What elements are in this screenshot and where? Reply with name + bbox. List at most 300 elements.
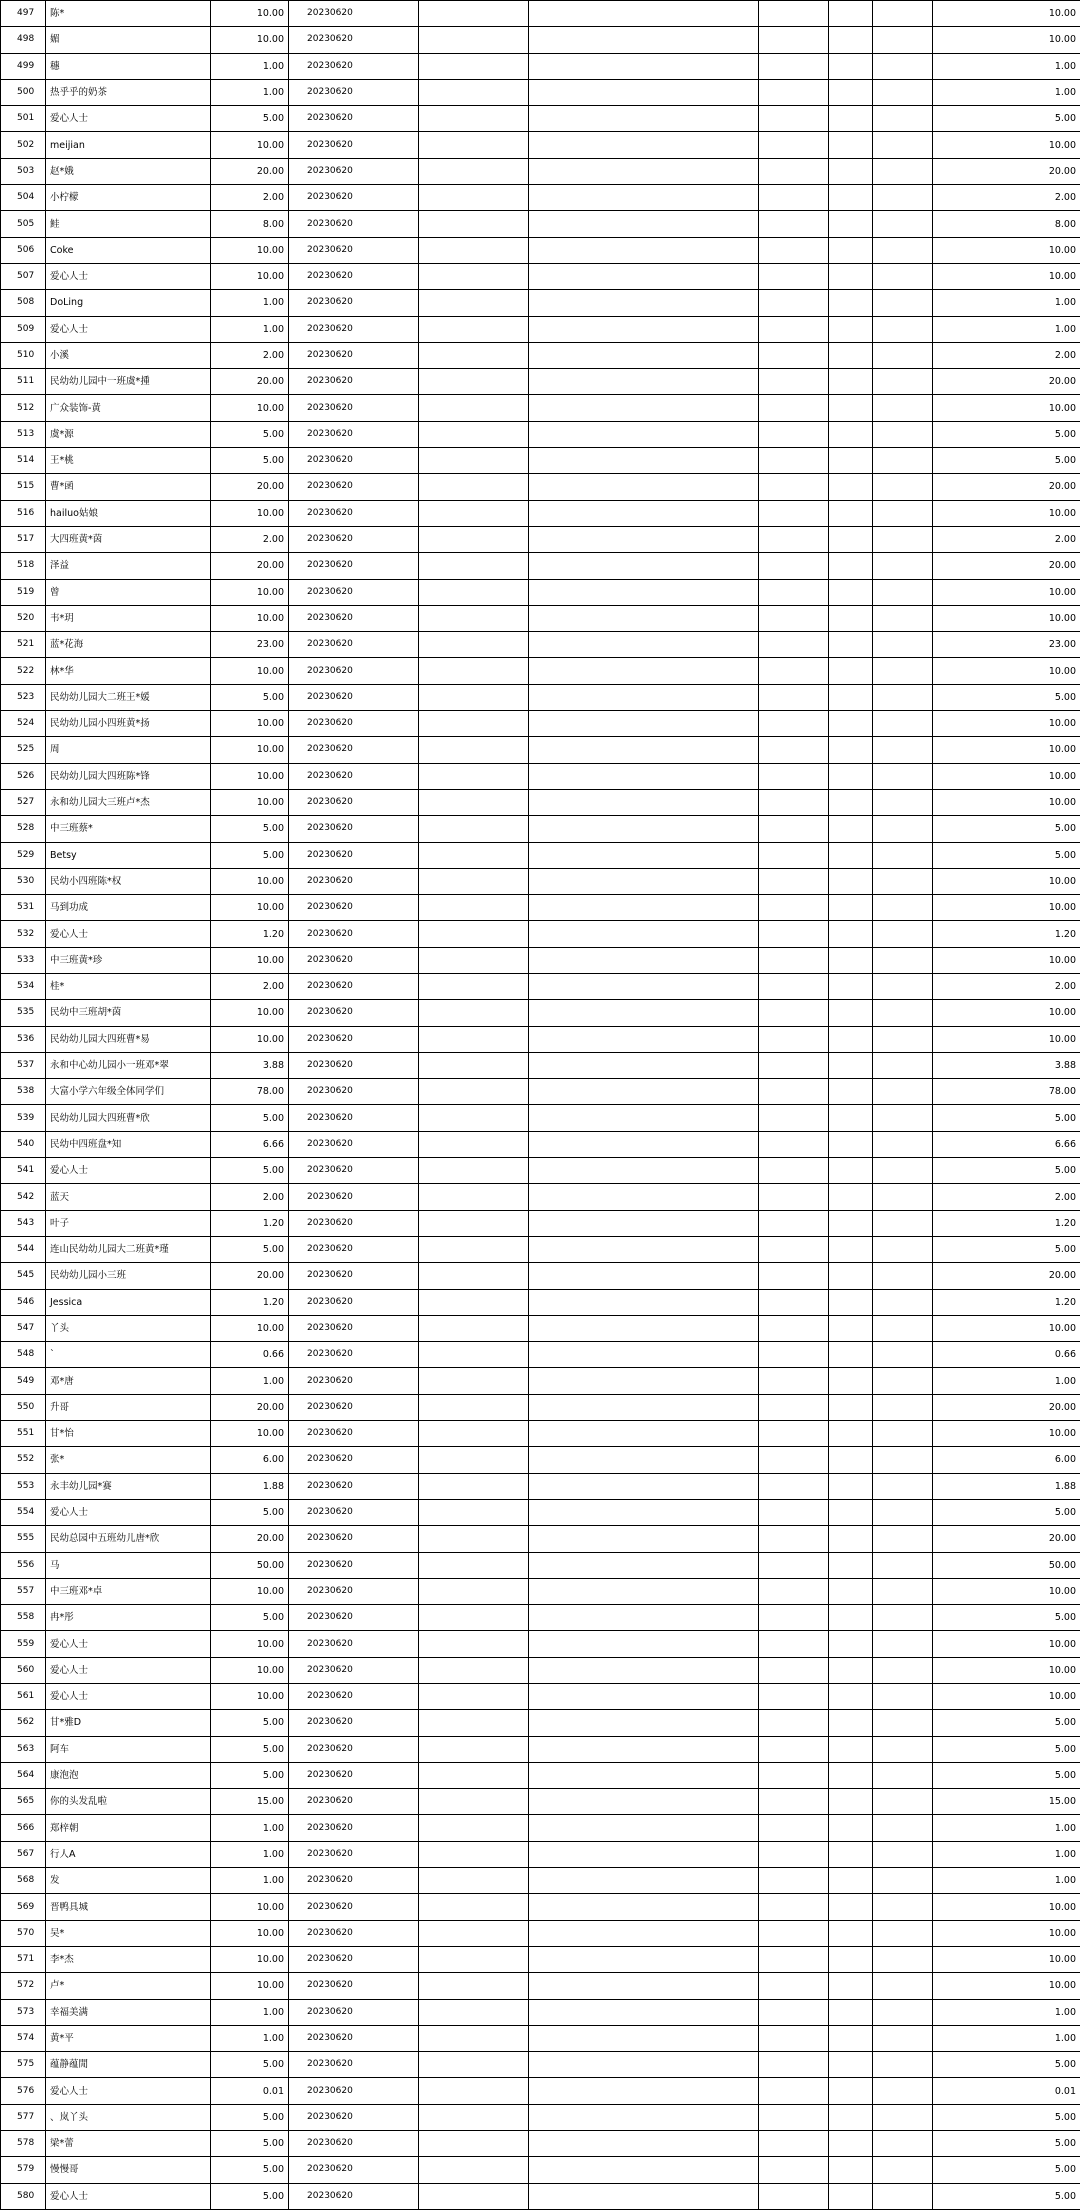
date-cell: 20230620 bbox=[289, 1973, 419, 1999]
amount-repeat-cell: 5.00 bbox=[933, 1736, 1080, 1762]
date-cell: 20230620 bbox=[289, 395, 419, 421]
donor-name-cell: 、岚丫头 bbox=[46, 2104, 211, 2130]
amount-cell: 1.00 bbox=[211, 2025, 289, 2051]
amount-repeat-cell: 5.00 bbox=[933, 1499, 1080, 1525]
empty-cell bbox=[829, 27, 873, 53]
empty-cell bbox=[873, 1026, 933, 1052]
table-row bbox=[1, 842, 1080, 868]
amount-cell: 5.00 bbox=[211, 1105, 289, 1131]
empty-cell bbox=[759, 842, 829, 868]
empty-cell bbox=[419, 1736, 529, 1762]
empty-cell bbox=[419, 2157, 529, 2183]
row-number-cell: 576 bbox=[1, 2078, 46, 2104]
empty-cell bbox=[419, 816, 529, 842]
row-number-cell: 511 bbox=[1, 369, 46, 395]
empty-cell bbox=[873, 1421, 933, 1447]
empty-cell bbox=[529, 1631, 759, 1657]
empty-cell bbox=[873, 1578, 933, 1604]
empty-cell bbox=[873, 395, 933, 421]
donor-name-cell: 蓝*花海 bbox=[46, 632, 211, 658]
empty-cell bbox=[759, 158, 829, 184]
empty-cell bbox=[759, 737, 829, 763]
amount-repeat-cell: 5.00 bbox=[933, 2183, 1080, 2209]
empty-cell bbox=[759, 1841, 829, 1867]
empty-cell bbox=[529, 1868, 759, 1894]
empty-cell bbox=[873, 1789, 933, 1815]
empty-cell bbox=[419, 27, 529, 53]
date-cell: 20230620 bbox=[289, 2183, 419, 2209]
donor-name-cell: 阿车 bbox=[46, 1736, 211, 1762]
amount-cell: 5.00 bbox=[211, 2104, 289, 2130]
empty-cell bbox=[829, 1815, 873, 1841]
row-number-cell: 508 bbox=[1, 290, 46, 316]
empty-cell bbox=[419, 711, 529, 737]
donor-name-cell: 张* bbox=[46, 1447, 211, 1473]
empty-cell bbox=[873, 868, 933, 894]
empty-cell bbox=[529, 2025, 759, 2051]
empty-cell bbox=[419, 579, 529, 605]
empty-cell bbox=[873, 737, 933, 763]
empty-cell bbox=[419, 1473, 529, 1499]
table-row bbox=[1, 1184, 1080, 1210]
empty-cell bbox=[529, 1421, 759, 1447]
amount-repeat-cell: 1.00 bbox=[933, 53, 1080, 79]
donor-name-cell: 爱心人士 bbox=[46, 1499, 211, 1525]
date-cell: 20230620 bbox=[289, 1657, 419, 1683]
empty-cell bbox=[873, 2104, 933, 2130]
table-row bbox=[1, 448, 1080, 474]
empty-cell bbox=[829, 1841, 873, 1867]
row-number-cell: 555 bbox=[1, 1526, 46, 1552]
amount-cell: 10.00 bbox=[211, 579, 289, 605]
empty-cell bbox=[529, 1289, 759, 1315]
donor-name-cell: 爱心人士 bbox=[46, 1684, 211, 1710]
table-row bbox=[1, 1315, 1080, 1341]
empty-cell bbox=[419, 1499, 529, 1525]
amount-cell: 1.00 bbox=[211, 1841, 289, 1867]
empty-cell bbox=[829, 448, 873, 474]
amount-cell: 1.00 bbox=[211, 53, 289, 79]
table-row bbox=[1, 1736, 1080, 1762]
empty-cell bbox=[529, 816, 759, 842]
empty-cell bbox=[419, 2131, 529, 2157]
table-row bbox=[1, 369, 1080, 395]
donor-name-cell: Coke bbox=[46, 237, 211, 263]
donor-name-cell: 爱心人士 bbox=[46, 2183, 211, 2209]
amount-repeat-cell: 10.00 bbox=[933, 605, 1080, 631]
empty-cell bbox=[759, 369, 829, 395]
empty-cell bbox=[529, 579, 759, 605]
empty-cell bbox=[873, 711, 933, 737]
amount-repeat-cell: 10.00 bbox=[933, 1657, 1080, 1683]
empty-cell bbox=[829, 1131, 873, 1157]
empty-cell bbox=[759, 79, 829, 105]
date-cell: 20230620 bbox=[289, 342, 419, 368]
empty-cell bbox=[529, 2157, 759, 2183]
row-number-cell: 539 bbox=[1, 1105, 46, 1131]
empty-cell bbox=[759, 2104, 829, 2130]
empty-cell bbox=[873, 1368, 933, 1394]
amount-cell: 10.00 bbox=[211, 1684, 289, 1710]
amount-repeat-cell: 10.00 bbox=[933, 1, 1080, 27]
amount-repeat-cell: 5.00 bbox=[933, 842, 1080, 868]
empty-cell bbox=[529, 711, 759, 737]
empty-cell bbox=[873, 1499, 933, 1525]
empty-cell bbox=[829, 816, 873, 842]
empty-cell bbox=[419, 1421, 529, 1447]
amount-cell: 2.00 bbox=[211, 342, 289, 368]
empty-cell bbox=[419, 342, 529, 368]
row-number-cell: 548 bbox=[1, 1342, 46, 1368]
empty-cell bbox=[873, 1552, 933, 1578]
empty-cell bbox=[759, 2157, 829, 2183]
empty-cell bbox=[829, 1236, 873, 1262]
date-cell: 20230620 bbox=[289, 605, 419, 631]
amount-repeat-cell: 1.00 bbox=[933, 1868, 1080, 1894]
date-cell: 20230620 bbox=[289, 369, 419, 395]
empty-cell bbox=[759, 1684, 829, 1710]
row-number-cell: 563 bbox=[1, 1736, 46, 1762]
empty-cell bbox=[829, 947, 873, 973]
empty-cell bbox=[759, 342, 829, 368]
empty-cell bbox=[759, 1657, 829, 1683]
empty-cell bbox=[419, 369, 529, 395]
date-cell: 20230620 bbox=[289, 2104, 419, 2130]
row-number-cell: 571 bbox=[1, 1946, 46, 1972]
amount-cell: 6.66 bbox=[211, 1131, 289, 1157]
amount-repeat-cell: 1.00 bbox=[933, 1999, 1080, 2025]
amount-cell: 1.88 bbox=[211, 1473, 289, 1499]
amount-cell: 5.00 bbox=[211, 2052, 289, 2078]
date-cell: 20230620 bbox=[289, 921, 419, 947]
empty-cell bbox=[419, 1789, 529, 1815]
empty-cell bbox=[873, 1184, 933, 1210]
row-number-cell: 498 bbox=[1, 27, 46, 53]
empty-cell bbox=[829, 658, 873, 684]
date-cell: 20230620 bbox=[289, 290, 419, 316]
empty-cell bbox=[419, 237, 529, 263]
empty-cell bbox=[529, 500, 759, 526]
empty-cell bbox=[829, 263, 873, 289]
row-number-cell: 531 bbox=[1, 895, 46, 921]
amount-cell: 10.00 bbox=[211, 1973, 289, 1999]
empty-cell bbox=[759, 1, 829, 27]
row-number-cell: 497 bbox=[1, 1, 46, 27]
amount-repeat-cell: 5.00 bbox=[933, 421, 1080, 447]
amount-repeat-cell: 2.00 bbox=[933, 973, 1080, 999]
empty-cell bbox=[829, 1684, 873, 1710]
amount-cell: 20.00 bbox=[211, 369, 289, 395]
empty-cell bbox=[759, 1394, 829, 1420]
empty-cell bbox=[759, 1210, 829, 1236]
table-row bbox=[1, 1631, 1080, 1657]
table-row bbox=[1, 1447, 1080, 1473]
empty-cell bbox=[829, 895, 873, 921]
table-row bbox=[1, 526, 1080, 552]
donor-name-cell: 连山民幼幼儿园大二班黄*瑾 bbox=[46, 1236, 211, 1262]
date-cell: 20230620 bbox=[289, 1710, 419, 1736]
empty-cell bbox=[419, 1263, 529, 1289]
empty-cell bbox=[759, 895, 829, 921]
amount-cell: 0.01 bbox=[211, 2078, 289, 2104]
empty-cell bbox=[419, 868, 529, 894]
amount-repeat-cell: 6.66 bbox=[933, 1131, 1080, 1157]
empty-cell bbox=[873, 1000, 933, 1026]
empty-cell bbox=[529, 1657, 759, 1683]
table-row bbox=[1, 1841, 1080, 1867]
amount-cell: 1.00 bbox=[211, 316, 289, 342]
date-cell: 20230620 bbox=[289, 842, 419, 868]
amount-cell: 2.00 bbox=[211, 1184, 289, 1210]
row-number-cell: 549 bbox=[1, 1368, 46, 1394]
empty-cell bbox=[759, 27, 829, 53]
empty-cell bbox=[759, 579, 829, 605]
empty-cell bbox=[759, 2183, 829, 2209]
empty-cell bbox=[419, 605, 529, 631]
row-number-cell: 580 bbox=[1, 2183, 46, 2209]
amount-cell: 10.00 bbox=[211, 1, 289, 27]
empty-cell bbox=[873, 1684, 933, 1710]
donor-name-cell: 小柠檬 bbox=[46, 185, 211, 211]
empty-cell bbox=[419, 79, 529, 105]
amount-cell: 10.00 bbox=[211, 1894, 289, 1920]
empty-cell bbox=[759, 2078, 829, 2104]
amount-cell: 20.00 bbox=[211, 474, 289, 500]
amount-repeat-cell: 20.00 bbox=[933, 553, 1080, 579]
empty-cell bbox=[829, 2025, 873, 2051]
amount-repeat-cell: 10.00 bbox=[933, 789, 1080, 815]
empty-cell bbox=[873, 1815, 933, 1841]
amount-cell: 5.00 bbox=[211, 1736, 289, 1762]
amount-cell: 10.00 bbox=[211, 132, 289, 158]
table-row bbox=[1, 1499, 1080, 1525]
amount-repeat-cell: 20.00 bbox=[933, 1526, 1080, 1552]
empty-cell bbox=[829, 1315, 873, 1341]
table-row bbox=[1, 789, 1080, 815]
date-cell: 20230620 bbox=[289, 526, 419, 552]
date-cell: 20230620 bbox=[289, 1762, 419, 1788]
table-row bbox=[1, 1000, 1080, 1026]
empty-cell bbox=[829, 1762, 873, 1788]
date-cell: 20230620 bbox=[289, 1236, 419, 1262]
amount-repeat-cell: 10.00 bbox=[933, 658, 1080, 684]
table-row bbox=[1, 2078, 1080, 2104]
row-number-cell: 521 bbox=[1, 632, 46, 658]
empty-cell bbox=[759, 263, 829, 289]
empty-cell bbox=[419, 316, 529, 342]
date-cell: 20230620 bbox=[289, 1079, 419, 1105]
empty-cell bbox=[873, 763, 933, 789]
amount-repeat-cell: 5.00 bbox=[933, 1710, 1080, 1736]
amount-cell: 10.00 bbox=[211, 789, 289, 815]
empty-cell bbox=[759, 1447, 829, 1473]
empty-cell bbox=[419, 2025, 529, 2051]
date-cell: 20230620 bbox=[289, 474, 419, 500]
date-cell: 20230620 bbox=[289, 1105, 419, 1131]
empty-cell bbox=[419, 526, 529, 552]
empty-cell bbox=[829, 1421, 873, 1447]
empty-cell bbox=[419, 947, 529, 973]
empty-cell bbox=[829, 342, 873, 368]
empty-cell bbox=[873, 1894, 933, 1920]
empty-cell bbox=[829, 158, 873, 184]
empty-cell bbox=[829, 1473, 873, 1499]
empty-cell bbox=[829, 605, 873, 631]
amount-cell: 10.00 bbox=[211, 1657, 289, 1683]
empty-cell bbox=[759, 1079, 829, 1105]
amount-repeat-cell: 1.88 bbox=[933, 1473, 1080, 1499]
empty-cell bbox=[873, 947, 933, 973]
donor-name-cell: 民幼中三班胡*茵 bbox=[46, 1000, 211, 1026]
date-cell: 20230620 bbox=[289, 1473, 419, 1499]
amount-cell: 10.00 bbox=[211, 737, 289, 763]
empty-cell bbox=[529, 1920, 759, 1946]
table-row bbox=[1, 1657, 1080, 1683]
date-cell: 20230620 bbox=[289, 2078, 419, 2104]
amount-repeat-cell: 10.00 bbox=[933, 1421, 1080, 1447]
empty-cell bbox=[529, 1131, 759, 1157]
empty-cell bbox=[419, 1368, 529, 1394]
empty-cell bbox=[873, 553, 933, 579]
empty-cell bbox=[529, 921, 759, 947]
table-row bbox=[1, 658, 1080, 684]
amount-repeat-cell: 2.00 bbox=[933, 526, 1080, 552]
empty-cell bbox=[829, 1868, 873, 1894]
empty-cell bbox=[529, 1447, 759, 1473]
empty-cell bbox=[873, 2052, 933, 2078]
empty-cell bbox=[829, 106, 873, 132]
row-number-cell: 524 bbox=[1, 711, 46, 737]
empty-cell bbox=[829, 1, 873, 27]
table-row bbox=[1, 2131, 1080, 2157]
empty-cell bbox=[419, 1315, 529, 1341]
empty-cell bbox=[419, 1, 529, 27]
empty-cell bbox=[873, 263, 933, 289]
empty-cell bbox=[829, 1736, 873, 1762]
date-cell: 20230620 bbox=[289, 1789, 419, 1815]
row-number-cell: 522 bbox=[1, 658, 46, 684]
empty-cell bbox=[829, 500, 873, 526]
amount-cell: 0.66 bbox=[211, 1342, 289, 1368]
empty-cell bbox=[759, 1605, 829, 1631]
empty-cell bbox=[759, 1973, 829, 1999]
table-row bbox=[1, 947, 1080, 973]
row-number-cell: 537 bbox=[1, 1052, 46, 1078]
table-row bbox=[1, 1079, 1080, 1105]
donor-name-cell: 行人A bbox=[46, 1841, 211, 1867]
empty-cell bbox=[829, 1894, 873, 1920]
empty-cell bbox=[529, 185, 759, 211]
row-number-cell: 574 bbox=[1, 2025, 46, 2051]
empty-cell bbox=[529, 132, 759, 158]
empty-cell bbox=[873, 1052, 933, 1078]
amount-repeat-cell: 2.00 bbox=[933, 185, 1080, 211]
row-number-cell: 534 bbox=[1, 973, 46, 999]
donor-name-cell: 民幼幼儿园中一班虞*揰 bbox=[46, 369, 211, 395]
empty-cell bbox=[759, 2131, 829, 2157]
empty-cell bbox=[759, 1946, 829, 1972]
amount-repeat-cell: 23.00 bbox=[933, 632, 1080, 658]
amount-repeat-cell: 3.88 bbox=[933, 1052, 1080, 1078]
empty-cell bbox=[419, 1447, 529, 1473]
table-row bbox=[1, 158, 1080, 184]
row-number-cell: 556 bbox=[1, 1552, 46, 1578]
empty-cell bbox=[829, 763, 873, 789]
empty-cell bbox=[419, 421, 529, 447]
date-cell: 20230620 bbox=[289, 500, 419, 526]
empty-cell bbox=[529, 474, 759, 500]
empty-cell bbox=[419, 658, 529, 684]
amount-cell: 5.00 bbox=[211, 1236, 289, 1262]
empty-cell bbox=[759, 1999, 829, 2025]
empty-cell bbox=[829, 1368, 873, 1394]
row-number-cell: 538 bbox=[1, 1079, 46, 1105]
table-row bbox=[1, 1999, 1080, 2025]
amount-cell: 23.00 bbox=[211, 632, 289, 658]
empty-cell bbox=[419, 632, 529, 658]
date-cell: 20230620 bbox=[289, 816, 419, 842]
date-cell: 20230620 bbox=[289, 1421, 419, 1447]
empty-cell bbox=[759, 1289, 829, 1315]
empty-cell bbox=[419, 2104, 529, 2130]
empty-cell bbox=[759, 1920, 829, 1946]
amount-cell: 1.00 bbox=[211, 79, 289, 105]
empty-cell bbox=[759, 789, 829, 815]
row-number-cell: 520 bbox=[1, 605, 46, 631]
empty-cell bbox=[759, 1158, 829, 1184]
row-number-cell: 529 bbox=[1, 842, 46, 868]
amount-cell: 5.00 bbox=[211, 1499, 289, 1525]
amount-cell: 10.00 bbox=[211, 500, 289, 526]
table-row bbox=[1, 1, 1080, 27]
row-number-cell: 500 bbox=[1, 79, 46, 105]
row-number-cell: 528 bbox=[1, 816, 46, 842]
amount-cell: 2.00 bbox=[211, 185, 289, 211]
empty-cell bbox=[419, 1105, 529, 1131]
amount-cell: 10.00 bbox=[211, 395, 289, 421]
date-cell: 20230620 bbox=[289, 1841, 419, 1867]
amount-cell: 1.00 bbox=[211, 1815, 289, 1841]
table-row bbox=[1, 1289, 1080, 1315]
empty-cell bbox=[759, 211, 829, 237]
empty-cell bbox=[419, 1184, 529, 1210]
amount-repeat-cell: 10.00 bbox=[933, 500, 1080, 526]
empty-cell bbox=[529, 237, 759, 263]
amount-cell: 5.00 bbox=[211, 816, 289, 842]
empty-cell bbox=[759, 658, 829, 684]
donor-name-cell: 幸福美满 bbox=[46, 1999, 211, 2025]
amount-repeat-cell: 10.00 bbox=[933, 868, 1080, 894]
table-row bbox=[1, 763, 1080, 789]
table-row bbox=[1, 2157, 1080, 2183]
date-cell: 20230620 bbox=[289, 579, 419, 605]
empty-cell bbox=[419, 263, 529, 289]
amount-repeat-cell: 10.00 bbox=[933, 1894, 1080, 1920]
row-number-cell: 545 bbox=[1, 1263, 46, 1289]
empty-cell bbox=[873, 1657, 933, 1683]
empty-cell bbox=[829, 789, 873, 815]
donor-name-cell: 陈* bbox=[46, 1, 211, 27]
donor-name-cell: 中三班蔡* bbox=[46, 816, 211, 842]
row-number-cell: 505 bbox=[1, 211, 46, 237]
donor-name-cell: 韦*玥 bbox=[46, 605, 211, 631]
empty-cell bbox=[529, 1605, 759, 1631]
row-number-cell: 523 bbox=[1, 684, 46, 710]
donor-name-cell: 媚 bbox=[46, 27, 211, 53]
row-number-cell: 578 bbox=[1, 2131, 46, 2157]
date-cell: 20230620 bbox=[289, 1263, 419, 1289]
row-number-cell: 533 bbox=[1, 947, 46, 973]
